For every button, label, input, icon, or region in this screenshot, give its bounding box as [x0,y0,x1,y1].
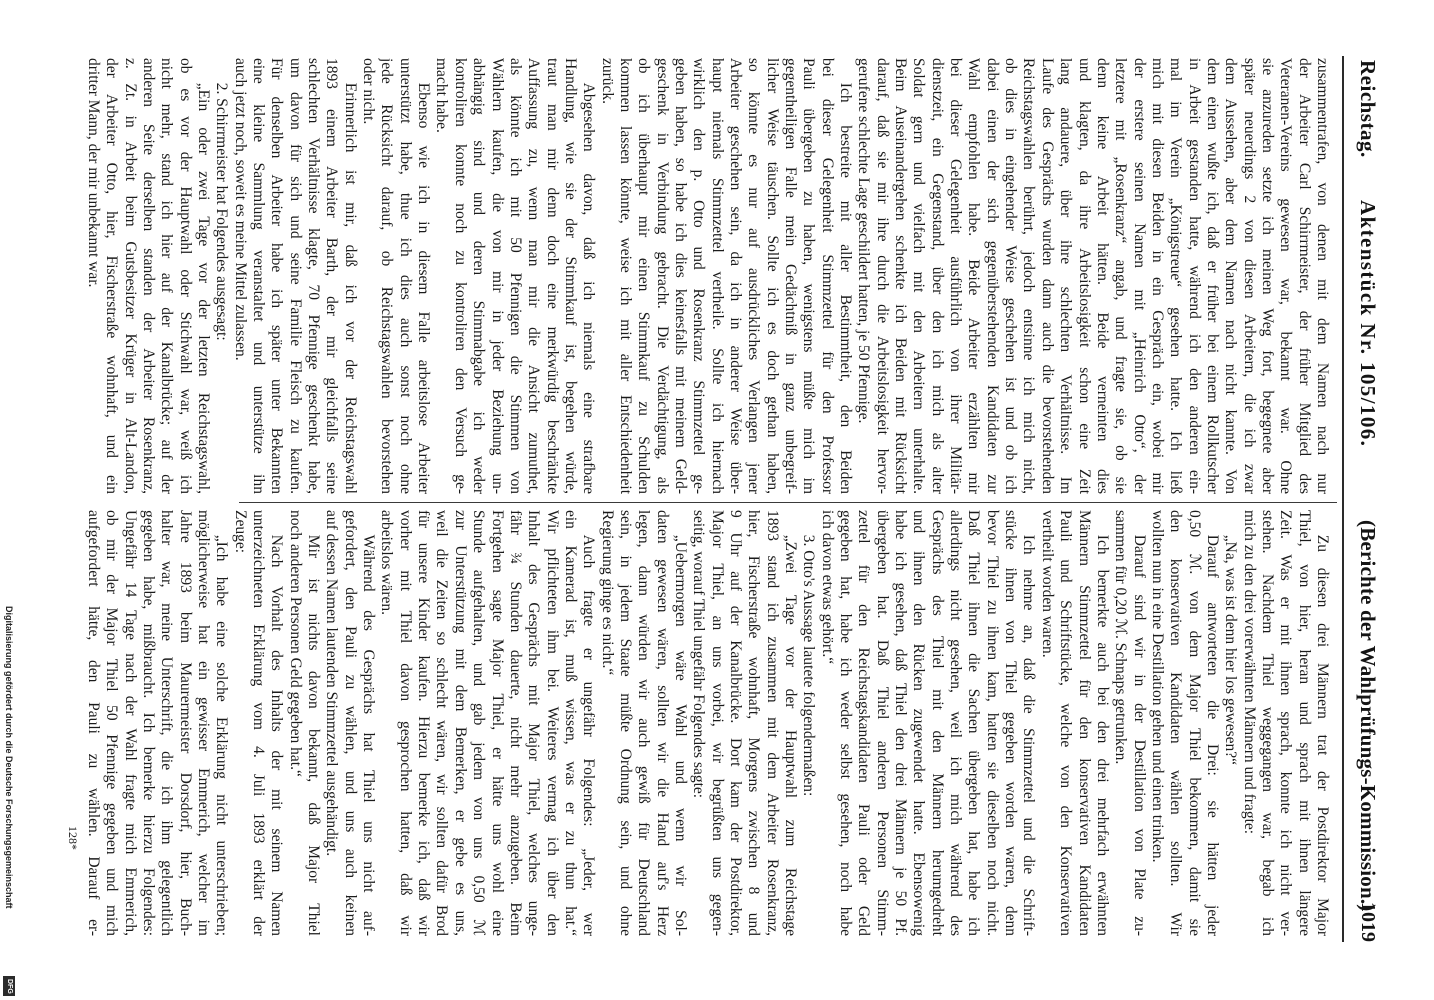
text-line: lang andauere, über ihre schlechten Verhältnisse. Im [1057,58,1075,494]
text-line: wollten nun in eine Destillation gehen und einen trinken. [1148,510,1166,863]
text-line: Wählern kaufen, die von mir in jeder Beziehung un- [488,58,506,494]
paragraph [1239,510,1331,936]
text-line: Inhalt des Gesprächs mit Major Thiel, welches unge- [525,510,543,936]
text-line: um davon für sich und seine Familie Fleisch zu kaufen. [286,58,304,494]
text-line: daten gewesen wären, sollten wir die Hand auf's Herz [653,510,671,936]
text-line: auch jetzt noch, soweit es meine Mittel zulassen. [231,58,249,361]
paragraph [1038,510,1111,936]
text-line: Gesprächs des Thiel mit den Männern herumgedreht [928,510,946,936]
text-line: vertheilt worden waren. [1038,510,1056,658]
running-header [1352,0,1384,1000]
text-line: halter war, meine Unterschrift, die ich ihm gelegentlich [158,510,176,936]
paragraph [230,58,358,494]
text-line: stehen. Nachdem Thiel weggegangen war, begab ich [1258,510,1276,936]
text-line: für unsere Kinder kaufen. Hierzu bemerke ich, daß wir [415,510,433,936]
text-line: fähr ¾ Stunden dauerte, nicht mehr anzugeben. Beim [506,510,524,936]
text-line: Abgesehen davon, daß ich niemals eine strafbare [580,82,598,494]
text-line: Daß Thiel ihnen die Sachen übergeben hat, habe ich [965,510,983,936]
text-line: Zeit. Was er mit ihnen sprach, konnte ich nicht ver- [1277,510,1295,936]
paragraph [1111,510,1148,936]
text-line: der erstere seinen Namen mit „Heinrich Otto“, der [1130,58,1148,494]
column-separator [239,502,1337,503]
text-line: später neuerdings 2 von diesen Arbeitern, die ich zwar [1240,58,1258,494]
text-line: nicht mehr, stand ich hier auf der Kanalbrücke; auf der [158,58,176,494]
text-line: Regierung ginge es nicht.“ [598,510,616,676]
text-line: Arbeiter geschehen sein, da ich in anderer Weise über- [727,58,744,494]
text-line: möglicherweise hat ein gewisser Emmerich, welcher im [195,510,213,936]
text-line: Ungefähr 14 Tage nach der Wahl fragte mich Emmerich, [121,510,139,936]
text-line: „Uebermorgen wäre Wahl und wenn wir Sol- [671,534,689,936]
text-line: Für denselben Arbeiter habe ich später unter Bekannten [268,58,286,494]
paragraph [854,58,1331,494]
text-line: Nach Vorhalt des Inhalts der mit seinem Namen [268,534,286,936]
page-number: 1019 [1357,902,1379,942]
text-line: bei dieser Gelegenheit ausführlich von ihrer Militär- [947,58,965,494]
text-line: ob es vor der Hauptwahl oder Stichwahl war, weiß ich [176,58,194,494]
text-line: mich mit diesen Beiden in ein Gespräch ein, wobei mir [1148,58,1166,494]
text-line: Thiel, von hier, heran und sprach mit ihnen längere [1295,510,1313,936]
text-line: der Arbeiter Carl Schirrmeister, der früher Mitglied des [1295,58,1313,494]
text-line: geben haben, so habe ich dies keinesfalls mit meinem Geld- [671,58,689,494]
paragraph [359,58,432,494]
text-line: Auffassung zu, wenn man mir die Ansicht zumuthet, [525,58,543,494]
text-line: „Ein oder zwei Tage vor der letzten Reichstagswahl, [195,82,213,494]
text-line: aufgefordert hätte, den Pauli zu wählen. Darauf er- [84,510,102,936]
text-line: gegentheiligen Falle mein Gedächtniß in ganz unbegreif- [782,58,800,494]
header-rule [1343,56,1345,942]
text-line: denn keine Arbeit hätten. Beide verneinten dies [1093,58,1111,494]
text-line: macht habe. [433,58,451,133]
text-line: arbeitslos wären. [378,510,396,616]
text-line: letztere mit „Rosenkranz“ angab, und fragte sie, ob sie [1112,58,1130,494]
text-line: Jahre 1893 beim Maurermeister Dorsdorf, hier, Buch- [176,510,194,936]
text-line: oder nicht. [360,58,378,125]
paragraph [432,58,597,494]
text-line: haupt niemals Stimmzettel vertheile. Sollte ich hiernach [708,58,726,494]
text-line: Darauf antworteten die Drei: sie hätten jeder [1203,534,1221,936]
header-section: Reichstag. [1356,60,1380,158]
text-line: darauf, daß sie mir ihre durch die Arbeitslosigkeit hervor- [873,58,891,494]
text-line: sie anzureden setzte ich meinen Weg fort, begegnete aber [1258,58,1276,494]
text-line: „Na, was ist denn hier los gewesen?“ [1222,534,1240,766]
text-line: Ich nehme an, daß die Stimmzettel und die Schrift- [1020,534,1038,936]
text-line: „Zwei Tage vor der Hauptwahl zum Reichstage [782,534,800,936]
paragraph [84,510,231,936]
paragraph [597,510,689,936]
text-line: Veteranen-Vereins gewesen war, bekannt war. Ohne [1277,58,1295,494]
text-line: gegeben hat, habe ich weder selbst gesehen, noch habe [837,510,855,936]
text-line: z. Zt. in Arbeit beim Gutsbesitzer Krüger in Alt-Landon, [121,58,139,494]
paragraph [322,510,377,936]
text-line: Zu diesen drei Männern trat der Postdirektor Major [1314,534,1331,936]
text-line: Laufe des Gesprächs wurden dann auch die bevorstehenden [1038,58,1056,494]
text-line: geschenk in Verbindung gebracht. Die Verdächtigung, als [653,58,671,494]
text-line: allerdings nicht gesehen, weil ich mich während des [947,510,965,936]
text-line: ob ich überhaupt mir einen Stimmkauf zu Schulden [635,58,653,494]
text-line: Wahl empfohlen habe. Beide Arbeiter erzählten mir [965,58,983,494]
text-line: als könnte ich mit 50 Pfennigen die Stimmen von [506,58,524,494]
paragraph [1221,510,1239,936]
text-line: „Ich habe eine solche Erklärung nicht unterschrieben; [213,534,231,936]
text-line: und klagten, da ihre Arbeitslosigkeit schon eine Zeit [1075,58,1093,494]
dfg-logo: DFG [3,976,15,996]
text-line: Soldat gern und vielfach mit den Arbeitern unterhalte. [910,58,928,494]
column-left [84,58,1331,494]
text-line: dabei einen der sich gegenüberstehenden Kandidaten zur [983,58,1001,494]
text-line: Mir ist nichts davon bekannt, daß Major Thiel [305,534,323,936]
paragraph [285,510,322,936]
text-line: 0,50 ℳ. von dem Major Thiel bekommen, damit sie [1185,510,1203,936]
text-line: Major Thiel, an uns vorbei, wir begrüßten uns gegen- [708,510,726,936]
text-line: hier, Fischerstraße wohnhaft, Morgens zwischen 8 und [745,510,763,936]
text-line: weil die Zeiten so schlecht wären, wir sollten dafür Brod [433,510,451,936]
text-line: Wir pflichteten ihm bei. Weiteres vermag ich über den [543,510,561,936]
text-line: dienstzeit, ein Gegenstand, über den ich mich als alter [928,58,946,494]
text-line: schlechten Verhältnisse klagte, 70 Pfennige geschenkt habe, [305,58,323,494]
text-line: seitig, worauf Thiel ungefähr Folgendes sagte: [690,510,708,799]
text-line: bevor Thiel zu ihnen kam, hatten sie dieselben noch nicht. [983,510,1001,936]
text-line: Ebenso wie ich in diesem Falle arbeitslose Arbeiter [415,82,433,494]
text-line: und ihnen den Rücken zugewendet hatte. Ebensowenig [910,510,928,936]
text-line: mal im Verein „Königstreue“ gesehen hatte. Ich ließ [1167,58,1185,494]
paragraph [212,58,230,494]
text-line: in Arbeit gestanden hatte, während ich den anderen ein- [1185,58,1203,494]
paragraph [689,510,799,936]
text-line: Zeuge: [231,510,249,554]
text-line: zur Unterstützung mit dem Bemerken, er gebe es uns, [451,510,469,936]
signature-mark: 128* [66,826,80,850]
text-line: kommen lassen könnte, weise ich mit aller Entschiedenheit [616,58,634,494]
text-line: ob mir der Major Thiel 50 Pfennige gegeben und mich [103,510,121,936]
text-line: eine kleine Sammlung veranstaltet und unterstütze ihn [250,58,268,494]
text-line: Reichstagswahlen berührt, jedoch entsinne ich mich nicht, [1020,58,1038,494]
text-line: Handlung, wie sie der Stimmkauf ist, begehen würde, [561,58,579,494]
text-line: auf dessen Namen lautenden Stimmzettel ausgehändigt. [323,510,341,857]
text-line: Pauli und Schriftstücke, welche von den Konservativen [1057,510,1075,936]
text-line: den konservativen Kandidaten wählen sollten. Wir [1167,510,1185,936]
text-line: gerufene schlechte Lage geschildert hatten, je 50 Pfennige. [855,58,873,424]
text-line: noch anderen Personen Geld gegeben hat.“ [286,510,304,777]
text-line: gegeben habe, mißbraucht. Ich bemerke hierzu Folgendes: [140,510,157,936]
text-line: dem einen wußte ich, daß er früher bei einem Rollkutscher [1203,58,1221,494]
text-line: Stunde aufgehalten, und gab jedem von uns 0,50 ℳ [470,510,488,936]
text-line: jede Rücksicht darauf, ob Reichstagswahlen bevorstehen [378,58,396,494]
text-line: gefordert, den Pauli zu wählen, und uns auch keinen [341,510,359,936]
digitization-note: Digitalisierung gefördert durch die Deutsche Forschungsgemeinschaft [4,606,14,909]
text-line: Darauf sind wir in der Destillation von Plate zu- [1130,534,1148,936]
text-line: licher Weise täuschen. Sollte ich es doch gethan haben, [763,58,781,494]
header-report-title: (Berichte der Wahlprüfungs-Kommission.) [1356,520,1380,912]
text-line: stücke ihnen von Thiel gegeben worden waren, denn [1002,510,1020,936]
text-line: anderen Seite derselben standen der Arbeiter Rosenkranz, [140,58,157,494]
text-line: 2. Schirrmeister hat Folgendes ausgesagt: [213,82,231,341]
text-line: vorher mit Thiel davon gesprochen hatten, daß wir [396,510,414,936]
text-line: zurück. [598,58,616,105]
text-line: dritter Mann, der mir unbekannt war. [84,58,102,288]
text-line: sammen für 0,20 ℳ. Schnaps getrunken. [1112,510,1130,765]
column-right [84,510,1331,936]
text-line: 1893 einem Arbeiter Barth, der mir gleichfalls seine [323,58,341,494]
header-document-number: Aktenstück Nr. 105/106. [1356,200,1380,448]
text-line: unterstützt habe, thue ich dies auch sonst noch ohne [396,58,414,494]
text-line: 3. Otto's Aussage lautete folgendermaßen: [800,534,818,797]
text-line: Auch fragte er ungefähr Folgendes: „Jeder, wer [580,534,598,936]
text-line: 1893 stand ich zusammen mit dem Arbeiter Rosenkranz, [763,510,781,936]
text-line: sein, in jedem Staate müßte Ordnung sein, und ohne [616,510,634,936]
paragraph [817,510,1037,936]
text-line: ich davon etwas gehört.“ [818,510,836,665]
text-line: Männern Stimmzettel für den konservativen Kandidaten [1075,510,1093,936]
text-line: wirklich den p. Otto und Rosenkranz Stimmzettel ge- [690,58,708,494]
text-line: dem Aussehen, aber dem Namen nach nicht kannte. Von [1222,58,1240,494]
text-line: Ich bemerkte auch bei den drei mehrfach erwähnten [1093,534,1111,936]
text-line: bei dieser Gelegenheit Stimmzettel für den Professor [818,58,836,494]
paragraph [597,58,854,494]
paragraph [1148,510,1221,936]
text-line: Fortgehen sagte Major Thiel, er hätte uns wohl eine [488,510,506,936]
text-line: so könnte es nur auf ausdrückliches Verlangen jener [745,58,763,494]
text-line: 9 Uhr auf der Kanalbrücke. Dort kam der Postdirektor, [727,510,744,936]
text-line: Beim Auseinandergehen schenkte ich Beiden mit Rücksicht [892,58,910,494]
text-line: kontroliren konnte noch zu kontroliren den Versuch ge- [451,58,469,494]
text-line: ob dies in eingehender Weise geschehen ist und ob ich [1002,58,1020,494]
text-line: abhängig sind und deren Stimmabgabe ich weder [470,58,488,494]
text-line: unterzeichneten Erklärung vom 4. Juli 1893 erklärt der [250,510,268,936]
text-line: Während des Gesprächs hat Thiel uns nicht auf- [360,534,378,936]
paragraph [84,58,212,494]
text-line: mich zu den drei vorerwähnten Männern und fragte: [1240,510,1258,835]
paragraph [230,510,285,936]
text-line: ein Kamerad ist, muß wissen, was er zu thun hat.“ [561,510,579,936]
text-line: zusammentrafen, von denen mit dem Namen nach nur [1314,58,1331,494]
text-line: übergeben hat. Daß Thiel anderen Personen Stimm- [873,510,891,936]
text-line: Pauli übergeben zu haben, wenigstens müßte mich im [800,58,818,494]
text-line: Erinnerlich ist mir, daß ich vor der Reichstagswahl [341,82,359,494]
paragraph [799,510,817,936]
text-line: der Arbeiter Otto, hier, Fischerstraße wohnhaft, und ein [103,58,121,494]
text-line: Ich bestreite mit aller Bestimmtheit, den Beiden [837,82,855,494]
paragraph [377,510,597,936]
text-line: traut man mir denn doch eine merkwürdig beschränkte [543,58,561,494]
text-line: habe ich gesehen, daß Thiel den drei Männern je 50 Pf. [892,510,910,936]
text-line: zettel für den Reichstagskandidaten Pauli oder Geld [855,510,873,936]
text-line: legen, dann würden wir auch gewiß für Deutschland [635,510,653,936]
